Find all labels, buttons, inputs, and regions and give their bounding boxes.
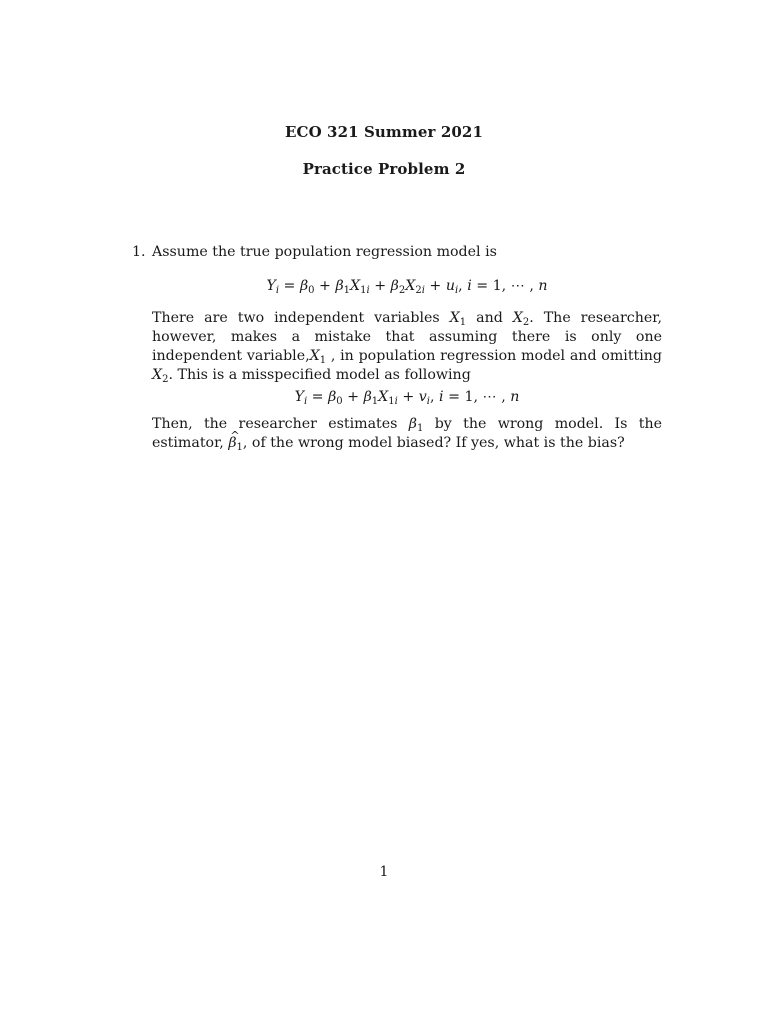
problem-paragraph-1: There are two independent variables $X_1$ and $X_2$. The researcher, however, makes a mistake that assuming there is only one independent $variable,X_1$ , in population regression model and omitting $X_2$. This is a misspecified model as following — [152, 310, 662, 385]
problem-body — [152, 243, 662, 453]
problem-item — [132, 243, 662, 453]
document-title: ECO 321 Summer 2021 — [285, 123, 483, 141]
para1-text-c: , in population regression model and omitting — [330, 348, 662, 364]
true-model-equation: $Y_i = \beta_0 + \beta_1X_{1i} + \beta_2X_{2i} + u_i$, i = 1, ⋯ , n — [266, 278, 548, 296]
problem-intro: Assume the true population regression model is — [152, 244, 497, 260]
para1-text-d: . This is a misspecified model as following — [168, 367, 471, 383]
para1-text-and: and — [476, 310, 503, 326]
misspecified-model-equation: $Y_i = \beta_0 + \beta_1X_{1i} + v_i$, i = 1, ⋯ , n — [294, 389, 520, 407]
para2-text-a: Then, the researcher estimates — [152, 416, 398, 432]
problem-paragraph-2: Then, the researcher estimates $\beta_1$ by the wrong model. Is the estimator, ^ $\beta_1$, of the wrong model biased? If yes, what is the bias? — [152, 415, 662, 453]
para1-text-b: . The researcher, however, makes a mistake that assuming there is only one independent variable, — [152, 310, 662, 364]
para2-text-b: by the wrong model. Is the estimator, — [152, 416, 663, 451]
para1-text-a: There are two independent variables — [152, 310, 440, 326]
para2-text-c: , of the wrong model biased? If yes, what is the bias? — [242, 435, 625, 451]
document-subtitle: Practice Problem 2 — [302, 160, 466, 178]
problem-number: 1. — [132, 244, 146, 260]
page-number: 1 — [379, 864, 389, 880]
